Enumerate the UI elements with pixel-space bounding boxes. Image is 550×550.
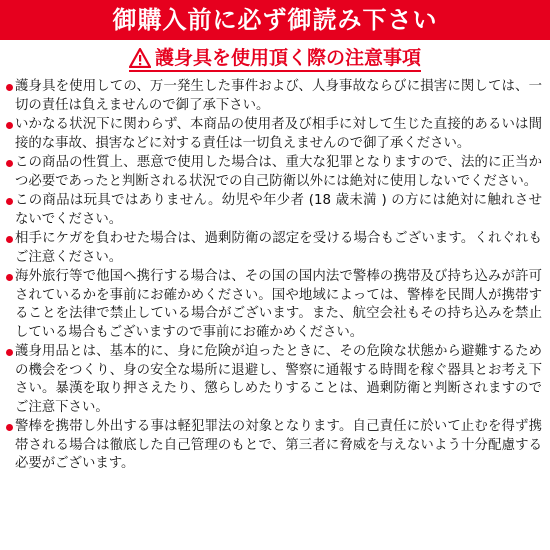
- caution-item: [6, 78, 542, 115]
- caution-item: [6, 192, 542, 229]
- page-title: 御購入前に必ず御読み下さい: [112, 6, 438, 34]
- page-title-banner: [0, 0, 550, 40]
- warning-triangle-icon: [129, 48, 151, 68]
- bullet-dot-icon: [6, 160, 13, 167]
- bullet-dot-icon: [6, 84, 13, 91]
- bullet-dot-icon: [6, 198, 13, 205]
- caution-item: [6, 154, 542, 191]
- caution-text: 護身用品とは、基本的に、身に危険が迫ったときに、その危険な状態から避難するための機会をつくり、身の安全な場所に退避し、警察に通報する時間を稼ぐ器具とお考え下さい。暴漢を取り押さえたり、懲らしめたりすることは、過剰防衛と判断されますのでご注意下さい。: [15, 344, 542, 415]
- caution-text: この商品は玩具ではありません。幼児や年少者 (18 歳未満 ) の方には絶対に触れさせないでください。: [15, 192, 542, 227]
- caution-text: 海外旅行等で他国へ携行する場合は、その国の国内法で警棒の携帯及び持ち込みが許可されているかを事前にお確かめください。国や地域によっては、警棒を民間人が携帯することを法律で禁止している場合がございます。また、航空会社もその持ち込みを禁止している場合もございますので事前にお確かめください。: [15, 268, 542, 340]
- subtitle-row: [0, 46, 550, 72]
- subtitle: 護身具を使用頂く際の注意事項: [154, 46, 421, 69]
- bullet-dot-icon: [6, 274, 13, 281]
- bullet-dot-icon: [6, 236, 13, 243]
- caution-text: いかなる状況下に関わらず、本商品の使用者及び相手に対して生じた直接的あるいは間接的な事故、損害などに対する責任は一切負えませんので御了承ください。: [15, 116, 542, 151]
- caution-list: [6, 78, 542, 475]
- bullet-dot-icon: [6, 122, 13, 129]
- bullet-dot-icon: [6, 424, 13, 431]
- caution-text: 護身具を使用しての、万一発生した事件および、人身事故ならびに損害に関しては、一切の責任は負えませんので御了承下さい。: [15, 79, 542, 113]
- caution-item: [6, 268, 542, 342]
- caution-text: 相手にケガを負わせた場合は、過剰防衛の認定を受ける場合もございます。くれぐれもご注意ください。: [15, 230, 542, 265]
- subtitle-underline: [129, 47, 421, 72]
- caution-item: [6, 418, 542, 474]
- bullet-dot-icon: [6, 349, 13, 356]
- caution-item: [6, 230, 542, 267]
- caution-text: 警棒を携帯し外出する事は軽犯罪法の対象となります。自己責任に於いて止むを得ず携帯される場合は徹底した自己管理のもとで、第三者に脅威を与えないよう十分配慮する必要がございます。: [15, 419, 542, 472]
- caution-item: [6, 343, 542, 417]
- caution-text: この商品の性質上、悪意で使用した場合は、重大な犯罪となりますので、法的に正当かつ必要であったと判断される状況での自己防衛以外には絶対に使用しないでください。: [15, 154, 542, 189]
- caution-item: [6, 116, 542, 153]
